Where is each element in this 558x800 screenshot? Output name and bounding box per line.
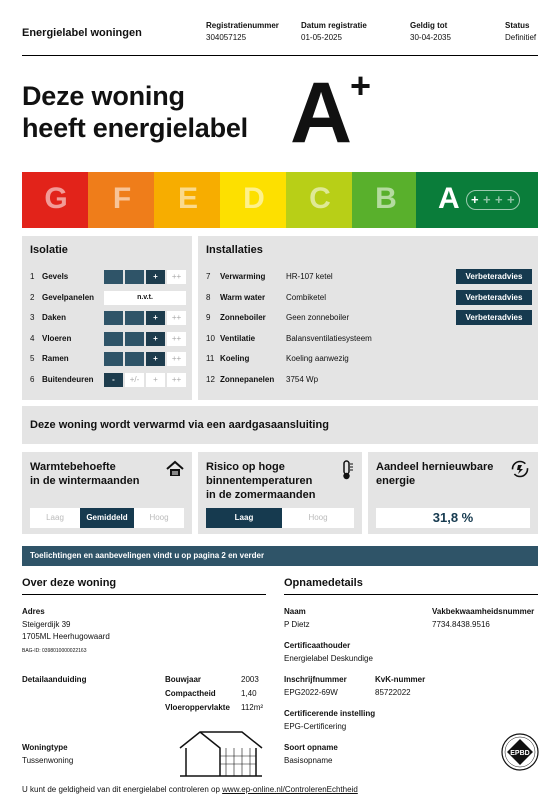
vloer-value: 112m²	[241, 703, 264, 712]
footer	[22, 785, 358, 794]
isolatie-level-cell: ++	[167, 352, 186, 366]
scale-d: D	[220, 172, 288, 228]
installatie-value: Combiketel	[286, 292, 327, 302]
woning-title: Over deze woning	[22, 577, 117, 589]
scale-a: A + + + +	[416, 172, 538, 228]
inschr-label: Inschrijfnummer	[284, 675, 347, 684]
isolatie-level-cell	[125, 270, 144, 284]
compactheid-value: 1,40	[241, 689, 257, 698]
bouwjaar-value: 2003	[241, 675, 259, 684]
bag-id: BAG-ID: 0398010000022163	[22, 648, 87, 654]
scale-e: E	[154, 172, 222, 228]
header-divider	[22, 55, 538, 56]
adres-label: Adres	[22, 607, 45, 616]
isolatie-level-cell	[104, 270, 123, 284]
isolatie-level-cell	[125, 332, 144, 346]
soort-value: Basisopname	[284, 756, 333, 765]
isolatie-panel	[22, 236, 192, 400]
installatie-row: 12 Zonnepanelen	[206, 374, 275, 384]
isolatie-level-cell	[104, 332, 123, 346]
warmte-hoog: Hoog	[149, 513, 169, 522]
datum-registratie: Datum registratie 01-05-2025	[301, 21, 367, 42]
scale-g: G	[22, 172, 90, 228]
registratienummer: Registratienummer 304057125	[206, 21, 279, 42]
isolatie-title: Isolatie	[30, 244, 68, 256]
document-title: Energielabel woningen	[22, 27, 142, 39]
renewable-icon	[510, 459, 530, 479]
footer-text: U kunt de geldigheid van dit energielabel controleren op	[22, 785, 223, 794]
isolatie-level-cell	[104, 311, 123, 325]
isolatie-level-cell	[125, 352, 144, 366]
energy-label-letter: A	[290, 65, 353, 161]
cert-value: Energielabel Deskundige	[284, 654, 373, 663]
isolatie-level-cell: ++	[167, 332, 186, 346]
geldig-tot: Geldig tot 30-04-2035	[410, 21, 451, 42]
cert-label: Certificaathouder	[284, 641, 351, 650]
installatie-value: 3754 Wp	[286, 374, 319, 384]
heating-banner: Deze woning wordt verwarmd via een aardgasaansluiting	[22, 406, 538, 444]
isolatie-level-cell: ++	[167, 373, 186, 387]
thermometer-icon	[340, 460, 354, 480]
isolatie-row: 6 Buitendeuren - +/- + ++	[30, 373, 186, 387]
installatie-row: 10 Ventilatie	[206, 333, 256, 343]
compactheid-label: Compactheid	[165, 689, 216, 698]
installatie-value: Balansventilatiesysteem	[286, 333, 372, 343]
status: Status Definitief	[505, 21, 537, 42]
installaties-title: Installaties	[206, 244, 263, 256]
installaties-panel	[198, 236, 538, 400]
risico-card: Risico op hoge binnentemperaturen in de zomermaanden Laag Hoog	[198, 452, 362, 534]
installatie-value: Geen zonneboiler	[286, 313, 350, 322]
warmtebehoefte-card: Warmtebehoefte in de wintermaanden Laag Gemiddeld Hoog	[22, 452, 192, 534]
tussenwoning-icon	[178, 728, 264, 778]
footer-link[interactable]: www.ep-online.nl/ControlerenEchtheid	[222, 785, 358, 794]
woning-divider	[22, 594, 266, 595]
adres-line2: 1705ML Heerhugowaard	[22, 632, 110, 641]
scale-c: C	[286, 172, 354, 228]
house-heat-icon	[166, 460, 184, 478]
isolatie-level-cell: +	[146, 332, 165, 346]
vak-value: 7734.8438.9516	[432, 620, 490, 629]
opname-title: Opnamedetails	[284, 577, 363, 589]
detail-label: Detailaanduiding	[22, 675, 87, 684]
bouwjaar-label: Bouwjaar	[165, 675, 202, 684]
verbeteradvies-button[interactable]: Verbeteradvies	[456, 310, 532, 325]
woningtype-value: Tussenwoning	[22, 756, 74, 765]
kvk-label: KvK-nummer	[375, 675, 426, 684]
document-header	[0, 20, 558, 50]
nvt-cell: n.v.t.	[104, 291, 186, 305]
headline: Deze woning heeft energielabel	[22, 81, 248, 143]
isolatie-row: 5 Ramen + ++	[30, 352, 186, 366]
isolatie-level-cell	[104, 352, 123, 366]
installatie-row: 7 Verwarming	[206, 272, 266, 281]
adres-line1: Steigerdijk 39	[22, 620, 71, 629]
risico-laag: Laag	[206, 508, 282, 528]
risico-selector	[206, 508, 354, 528]
hernieuwbaar-value: 31,8 %	[376, 508, 530, 528]
isolatie-level-cell: ++	[167, 311, 186, 325]
inst-value: EPG-Certificering	[284, 722, 347, 731]
scale-b: B	[352, 172, 420, 228]
naam-value: P Dietz	[284, 620, 310, 629]
inst-label: Certificerende instelling	[284, 709, 376, 718]
isolatie-level-cell: +	[146, 373, 165, 387]
soort-label: Soort opname	[284, 743, 338, 752]
isolatie-level-cell	[125, 311, 144, 325]
vloer-label: Vloeroppervlakte	[165, 703, 230, 712]
toelichting-bar: Toelichtingen en aanbevelingen vindt u op pagina 2 en verder	[22, 546, 538, 566]
naam-label: Naam	[284, 607, 306, 616]
warmte-selector	[30, 508, 184, 528]
warmte-laag: Laag	[46, 513, 64, 522]
svg-text:EPBD: EPBD	[510, 750, 530, 757]
isolatie-row: 2 Gevelpanelen n.v.t.	[30, 291, 186, 305]
kvk-value: 85722022	[375, 688, 411, 697]
installatie-row: 9 Zonneboiler	[206, 313, 266, 322]
isolatie-level-cell: +/-	[125, 373, 144, 387]
installatie-value: Koeling aanwezig	[286, 354, 349, 363]
installatie-value: HR-107 ketel	[286, 272, 333, 281]
woningtype-label: Woningtype	[22, 743, 68, 752]
warmte-gemiddeld: Gemiddeld	[80, 508, 134, 528]
risico-hoog: Hoog	[308, 513, 328, 522]
installatie-row: 8 Warm water	[206, 292, 266, 302]
energy-scale	[22, 172, 538, 228]
isolatie-row: 1 Gevels + ++	[30, 270, 186, 284]
isolatie-level-cell: +	[146, 270, 165, 284]
scale-pluses: + + + +	[466, 190, 520, 210]
isolatie-level-cell: +	[146, 352, 165, 366]
inschr-value: EPG2022-69W	[284, 688, 338, 697]
opname-divider	[284, 594, 538, 595]
verbeteradvies-button[interactable]: Verbeteradvies	[456, 290, 532, 305]
scale-f: F	[88, 172, 156, 228]
energy-label-plus: +	[350, 65, 372, 106]
isolatie-level-cell: -	[104, 373, 123, 387]
isolatie-level-cell: ++	[167, 270, 186, 284]
verbeteradvies-button[interactable]: Verbeteradvies	[456, 269, 532, 284]
isolatie-level-cell: +	[146, 311, 165, 325]
installatie-row: 11 Koeling	[206, 354, 250, 363]
isolatie-row: 4 Vloeren + ++	[30, 332, 186, 346]
isolatie-row: 3 Daken + ++	[30, 311, 186, 325]
epbd-logo-icon	[500, 732, 540, 772]
vak-label: Vakbekwaamheidsnummer	[432, 607, 535, 616]
hernieuwbaar-card: Aandeel hernieuwbare energie 31,8 %	[368, 452, 538, 534]
